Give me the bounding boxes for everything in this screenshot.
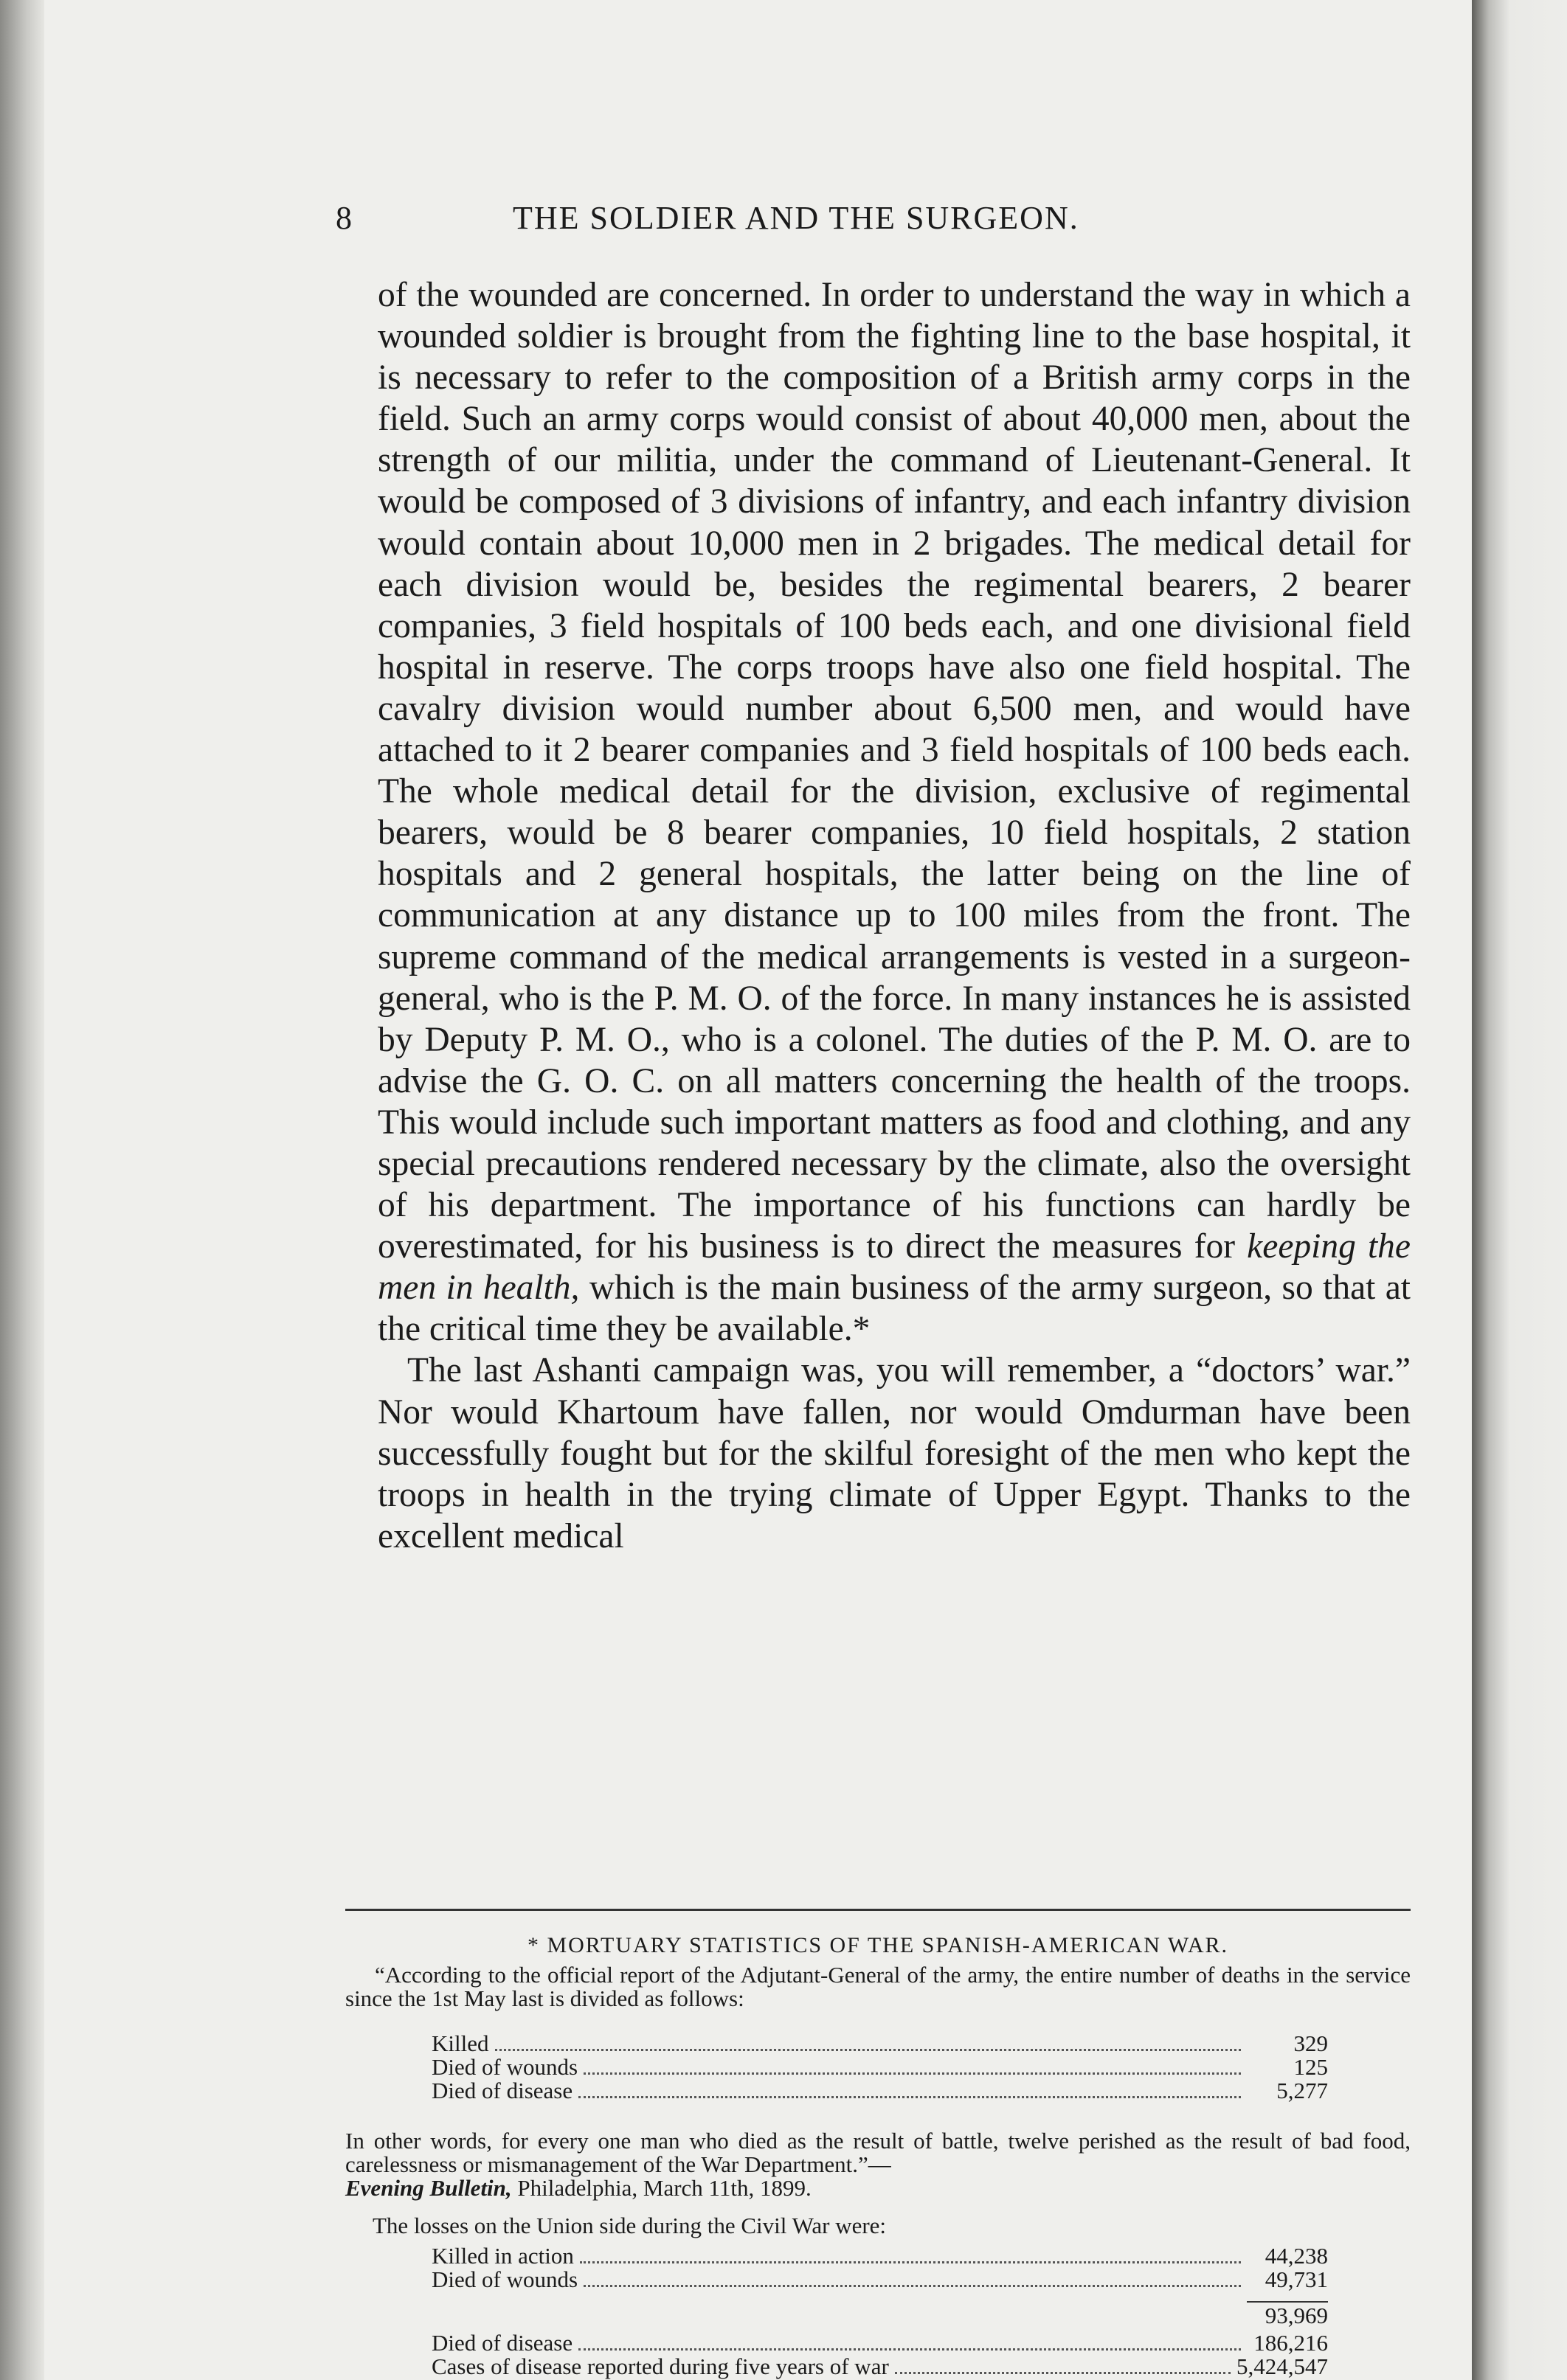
- table-row: Died of wounds 125: [432, 2054, 1328, 2080]
- main-text: [378, 274, 1411, 1557]
- footnote-title: * MORTUARY STATISTICS OF THE SPANISH-AMERICAN WAR.: [527, 1933, 1229, 1957]
- page-number: 8: [336, 200, 353, 236]
- footnote-rule: [345, 1909, 1411, 1911]
- source-title: Evening Bulletin,: [345, 2175, 512, 2201]
- spanish-war-table: [432, 2032, 1328, 2103]
- running-title: THE SOLDIER AND THE SURGEON.: [513, 200, 1079, 236]
- union-losses-intro: The losses on the Union side during the Civil War were:: [373, 2213, 887, 2238]
- paragraph-1: of the wounded are concerned. In order to understand the way in which a wounded soldier is brought from the fighting line to the base hospital, it is necessary to refer to the composition of a British army corps in the field. Such an army corps would consist of about 40,000 men, about the strength of our militia, under the command of Lieutenant-General. It would be composed of 3 divisions of infantry, and each infantry division would contain about 10,000 men in 2 brigades. The medical detail for each division would be, besides the regimental bearers, 2 bearer companies, 3 field hospitals of 100 beds each, and one divisional field hospital in reserve. The corps troops have also one field hospital. The cavalry division would number about 6,500 men, and would have attached to it 2 bearer companies and 3 field hospitals of 100 beds each. The whole medical detail for the division, exclusive of regimental bearers, would be 8 bearer companies, 10 field hospitals, 2 station hospitals and 2 general hospitals, the latter being on the line of communication at any distance up to 100 miles from the front. The supreme command of the medical arrangements is vested in a surgeon-general, who is the P. M. O. of the force. In many instances he is assisted by Deputy P. M. O., who is a colonel. The duties of the P. M. O. are to advise the G. O. C. on all matters concerning the health of the troops. This would include such important matters as food and clothing, and any special precautions rendered necessary by the climate, also the oversight of his department. The importance of his functions can hardly be overestimated, for his business is to direct the measures for keeping the men in health, which is the main business of the army surgeon, so that at the critical time they be available.*: [378, 276, 1411, 1349]
- civil-war-table: [432, 2244, 1328, 2291]
- table-row: Died of wounds 49,731: [432, 2266, 1328, 2292]
- civil-war-disease-table: [432, 2331, 1328, 2379]
- book-gutter: [0, 0, 44, 2380]
- table-row: Died of disease 5,277: [432, 2078, 1328, 2103]
- facing-page-edge: [1472, 0, 1567, 2380]
- table-row: Cases of disease reported during five years of war 5,424,547: [432, 2353, 1328, 2379]
- page-header: [336, 199, 1413, 243]
- table-row: Killed 329: [432, 2030, 1328, 2056]
- table-row: Died of disease 186,216: [432, 2330, 1328, 2356]
- italic-emphasis: keeping the men in health,: [378, 1227, 1411, 1308]
- table-row: Killed in action 44,238: [432, 2243, 1328, 2269]
- paragraph-2: The last Ashanti campaign was, you will remember, a “doctors’ war.” Nor would Khartoum have fallen, nor would Omdurman have been successfully fought but for the skilful foresight of the men who kept the troops in health in the trying climate of Upper Egypt. Thanks to the excellent medical: [378, 1351, 1411, 1555]
- footnote-commentary: In other words, for every one man who died as the result of battle, twelve perished as the result of bad food, carelessness or mismanagement of the War Department.”— Evening Bulletin, Philadelphia, March 11th, 1899.: [345, 2128, 1411, 2201]
- footnote-quote: “According to the official report of the Adjutant-General of the army, the entire number of deaths in the service since the 1st May last is divided as follows:: [345, 1962, 1411, 2011]
- subtotal-value: 93,969: [1247, 2301, 1328, 2329]
